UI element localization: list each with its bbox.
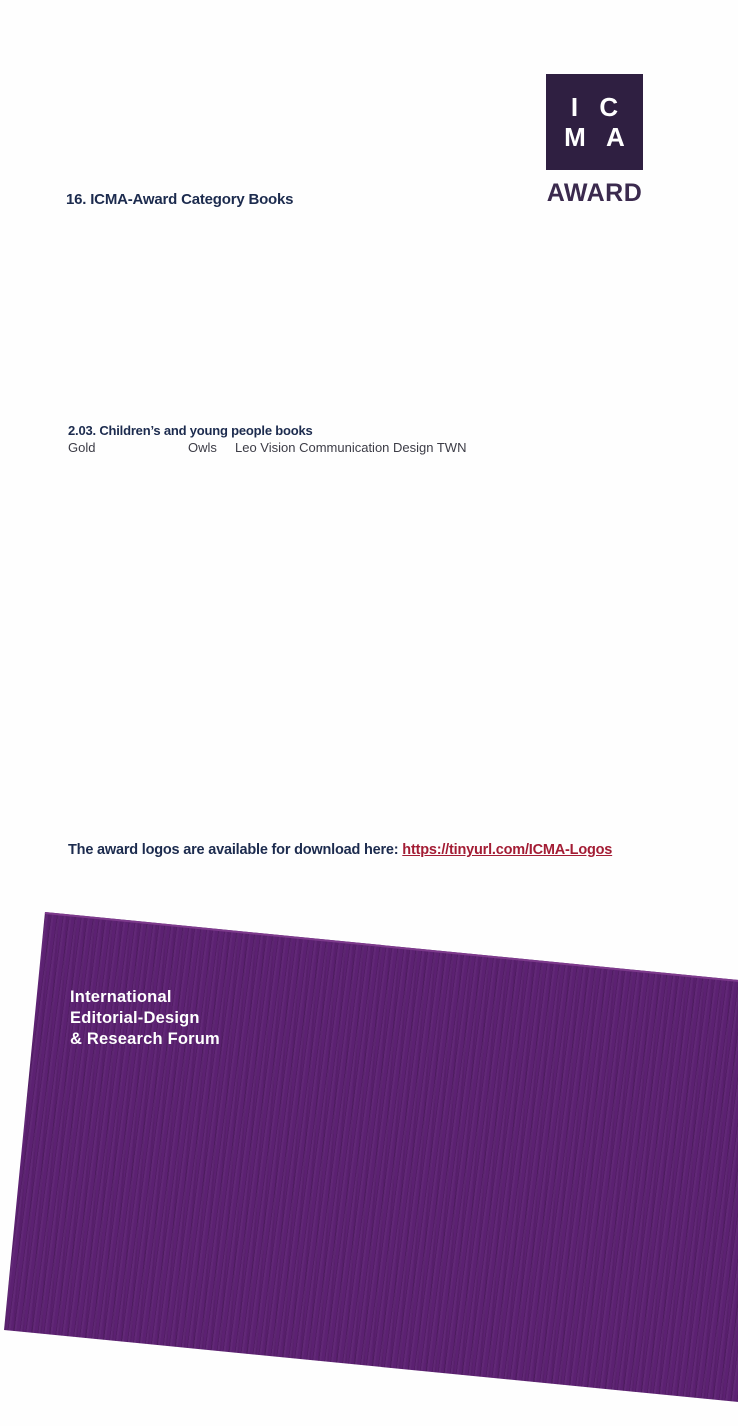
award-entry-row (0, 440, 738, 458)
icma-logo-line1: I C (570, 92, 626, 122)
icma-logo-line2: M A (564, 122, 632, 152)
entry-credit: Leo Vision Communication Design TWN (235, 440, 467, 455)
footer-org-line1: International (70, 988, 172, 1006)
book-title: Owls (188, 440, 217, 455)
category-heading: 2.03. Children’s and young people books (68, 423, 313, 438)
download-note (68, 842, 612, 858)
logos-download-link[interactable]: https://tinyurl.com/ICMA-Logos (402, 842, 613, 858)
award-level: Gold (68, 440, 96, 455)
footer-org-name (70, 987, 220, 1050)
footer-org-line2: Editorial-Design (70, 1009, 200, 1027)
icma-logo (546, 74, 643, 170)
footer-org-line3: & Research Forum (70, 1030, 220, 1048)
award-wordmark: AWARD (546, 179, 643, 207)
page-title: 16. ICMA-Award Category Books (66, 191, 294, 208)
download-note-label: The award logos are available for download here: (68, 842, 399, 858)
